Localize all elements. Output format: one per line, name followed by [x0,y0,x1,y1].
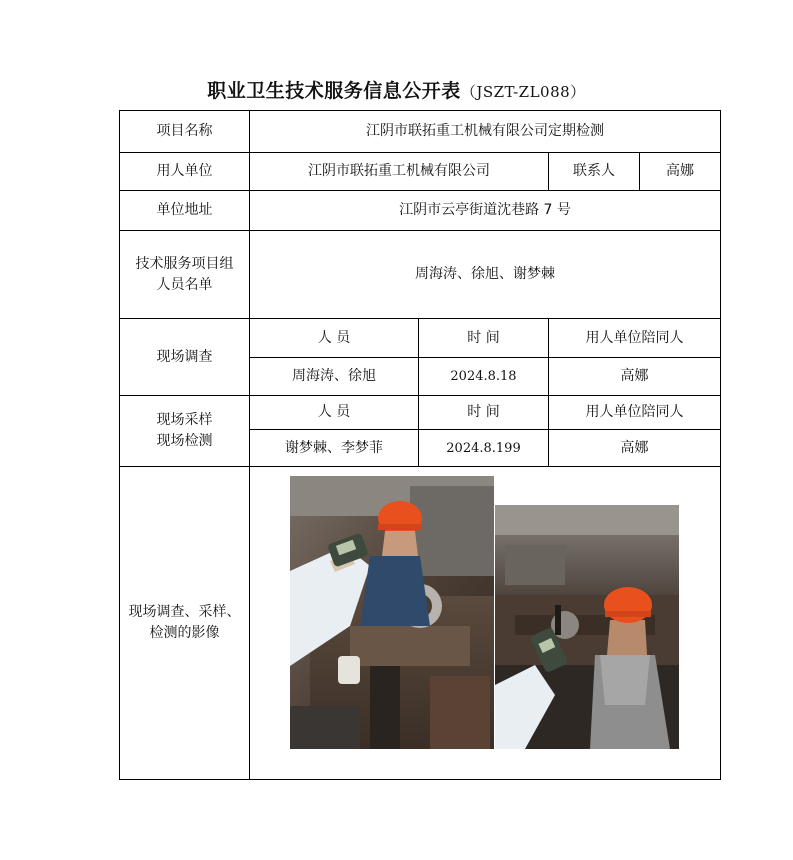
sampling-label [120,396,250,467]
row-project-name [120,111,721,153]
survey-header-time: 时 间 [419,319,549,358]
title-code: （JSZT-ZL088） [460,83,586,101]
project-name-label: 项目名称 [120,111,250,153]
project-name-value: 江阴市联拓重工机械有限公司定期检测 [250,111,721,153]
contact-label: 联系人 [549,153,640,191]
sampling-escort: 高娜 [549,430,721,467]
sampling-label-line1: 现场采样 [156,412,213,428]
survey-label: 现场调查 [120,319,250,396]
row-sampling-header [120,396,721,430]
images-label [120,467,250,780]
survey-escort: 高娜 [549,358,721,396]
document-title [0,76,793,103]
sampling-header-people: 人 员 [250,396,419,430]
team-value: 周海涛、徐旭、谢梦棘 [250,231,721,319]
sampling-people: 谢梦棘、李梦菲 [250,430,419,467]
address-label: 单位地址 [120,191,250,231]
site-photo-2-image [495,505,679,749]
sampling-label-line2: 现场检测 [156,433,213,449]
survey-header-escort: 用人单位陪同人 [549,319,721,358]
images-label-line1: 现场调查、采样、 [128,604,241,620]
team-label-line2: 人员名单 [156,276,213,293]
site-photo-1-image [290,476,494,749]
survey-header-people: 人 员 [250,319,419,358]
employer-label: 用人单位 [120,153,250,191]
team-label-line1: 技术服务项目组 [135,255,234,272]
sampling-header-escort: 用人单位陪同人 [549,396,721,430]
survey-people: 周海涛、徐旭 [250,358,419,396]
title-main: 职业卫生技术服务信息公开表 [207,80,461,102]
employer-value: 江阴市联拓重工机械有限公司 [250,153,549,191]
info-table [119,110,721,780]
row-images [120,467,721,780]
sampling-date: 2024.8.199 [419,430,549,467]
sampling-header-time: 时 间 [419,396,549,430]
team-label [120,231,250,319]
images-label-line2: 检测的影像 [149,625,220,641]
site-photo-1 [290,476,494,749]
contact-value: 高娜 [640,153,721,191]
row-address [120,191,721,231]
row-team [120,231,721,319]
row-survey-header [120,319,721,358]
photos-container [250,468,720,779]
images-cell [250,467,721,780]
site-photo-2 [495,505,679,749]
row-employer [120,153,721,191]
address-value: 江阴市云亭街道沈巷路 7 号 [250,191,721,231]
survey-date: 2024.8.18 [419,358,549,396]
